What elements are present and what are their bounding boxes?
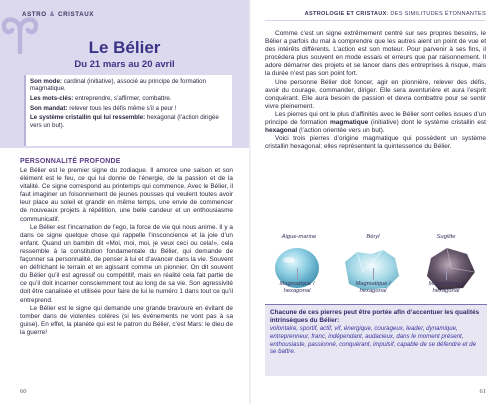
caption-line: Magmatique / [279, 281, 315, 287]
paragraph: Une personne Bélier doit foncer, agir en pionnière, relever des défis, avoir du courage, commander, diriger. Elle sera aventurière et aura l’esprit conquérant. Elle aura besoin de passion et devra combattre pour se sentir vivre pleinement. [265, 78, 486, 110]
running-head-left [22, 11, 94, 18]
infobox-mode [30, 78, 228, 93]
infobox-text: hexagonal (l’action dirigée vers un but). [30, 114, 219, 129]
sign-infobox [24, 75, 232, 146]
caption-divider [297, 268, 298, 280]
page-number-right: 61 [479, 388, 486, 395]
text-emphasis: hexagonal [265, 127, 298, 135]
sidebar-title: Chacune de ces pierres peut être portée afin d’accentuer les qualités intrinsèques du Bélier: [270, 309, 480, 324]
paragraph: Le Bélier est l’incarnation de l’ego, la force de vie qui nous anime. Il y a dans ce signe quelque chose qui rappelle l’insconcience et la joie d’un enfant. Quand un bambin dit «Moi, moi, moi, je veux ceci ou cela!», cela ressemble à la constitution fondamentale du Bélier, qui demande de façonner sa personnalité, de penser à lui et d’avancer dans la vie. Souvent en défrichant le terrain et en agissant comme un pionnier. On dit souvent du Bélier qu’il est agressif ou compétitif, mais en réalité cela fait partie de ce qu’il doit incarner consciemment tout au long de sa vie. Son agressivité doit être canalisée et utilisée pour faire de lui le numéro 1 dans tout ce qu’il entreprend. [20, 223, 233, 304]
infobox-text: entreprendre, s’affirmer, combattre. [73, 94, 172, 102]
running-head-bold: ASTROLOGIE ET CRISTAUX [304, 11, 387, 17]
infobox-text: cardinal (initiative), associé au principe de formation magmatique. [30, 78, 207, 93]
paragraph: Voici trois pierres d’origine magmatique qui possèdent un système cristallin hexagonal; elles représentent la quintessence du Bélier. [265, 135, 486, 151]
text-emphasis: magmatique [330, 119, 369, 127]
body-text-right [265, 30, 486, 151]
infobox-keywords [30, 95, 228, 102]
running-head-section: ASTRO [22, 11, 47, 18]
caption-line: Magmatique / [428, 281, 464, 287]
right-page [251, 0, 500, 404]
infobox-crystal-system [30, 114, 228, 129]
infobox-text: relever tous les défis même s’il a peur ! [67, 104, 177, 112]
text-run: (initiative) dont le système cristallin est [368, 119, 486, 127]
caption-line: hexagonal [432, 288, 460, 295]
sidebar-qualities-list: volontaire, sportif, actif, vif, énergique, courageux, leader, dynamique, entreprenneur, franc, indépendant, audacieux, dans le moment présent, enthousiaste, passionné, conquérant, impulsif, capable de se défendre et de se battre. [270, 325, 476, 356]
running-head-topic: CRISTAUX [58, 11, 95, 18]
caption-divider [373, 268, 374, 280]
paragraph-affinities [265, 111, 486, 135]
infobox-label: Son mode: [30, 78, 62, 85]
page-subtitle: Du 21 mars au 20 avril [74, 59, 175, 70]
caption-line: Magmatique / [355, 281, 391, 287]
paragraph: Le Bélier est le premier signe du zodiaque. Il amorce une saison et son élément est le feu, ce qui lui donne de l’énergie, de la passion et de la vitalité. Ce signe correspond au printemps qui commence. Avec le Bélier, il faut imaginer un foisonnement de jeunes pousses qui veulent toutes avoir leur place au soleil et grandir en même temps, une envie de commencer de nouveaux projets à répétition, une belle candeur et un enthousiasme communicatif. [20, 167, 233, 223]
caption-line: hexagonal [283, 288, 311, 295]
stone-caption-aquamarine [269, 281, 325, 295]
text-run: (l’action orientée vers un but). [297, 127, 385, 135]
caption-divider [446, 268, 447, 280]
paragraph: Comme c’est un signe extrêmement centré sur ses propres besoins, le Bélier a parfois du mal à comprendre que les autres aient un point de vue et des intérêts différents. L’action est son moteur. Pour parvenir à ses fins, il procédera plus souvent en mode essais et erreurs que par raisonnement. Il adore démarrer des projets et se lancer dans des entreprises à risque, mais la durée n’est pas son point fort. [265, 30, 486, 78]
header-rule [265, 20, 486, 21]
infobox-label: Le système cristallin qui lui ressemble: [30, 114, 146, 122]
running-head-rest: : DES SIMILITUDES ÉTONNANTES [386, 11, 486, 17]
stone-name-beryl: Béryl [366, 234, 380, 240]
paragraph: Le Bélier est le signe qui demande une grande bravoure en évitant de tomber dans de violentes colères (si les événements ne vont pas à sa guise). En effet, la planète qui est le patron du Bélier, c’est Mars: le dieu de la guerre! [20, 304, 233, 336]
page-number-left: 60 [20, 388, 27, 395]
stone-name-sugilite: Sugilite [436, 234, 456, 240]
body-text-left [20, 167, 233, 337]
infobox-mandate [30, 105, 228, 112]
stone-caption-beryl [345, 281, 401, 295]
stone-name-aquamarine: Aigue-marine [281, 234, 317, 240]
infobox-label: Les mots-clés: [30, 94, 74, 102]
stone-caption-sugilite [418, 281, 474, 295]
left-page [0, 0, 249, 404]
section-title: PERSONNALITÉ PROFONDE [20, 158, 121, 165]
text-run: Les pierres qui ont le plus d’affinités avec le Bélier sont celles issues d’un principe de formation [265, 110, 486, 127]
qualities-sidebar [265, 304, 487, 376]
infobox-label: Son mandat: [30, 104, 68, 112]
running-head-right [305, 11, 486, 17]
caption-line: hexagonal [359, 288, 387, 295]
running-head-amp: & [49, 11, 55, 18]
page-title: Le Bélier [88, 38, 161, 57]
